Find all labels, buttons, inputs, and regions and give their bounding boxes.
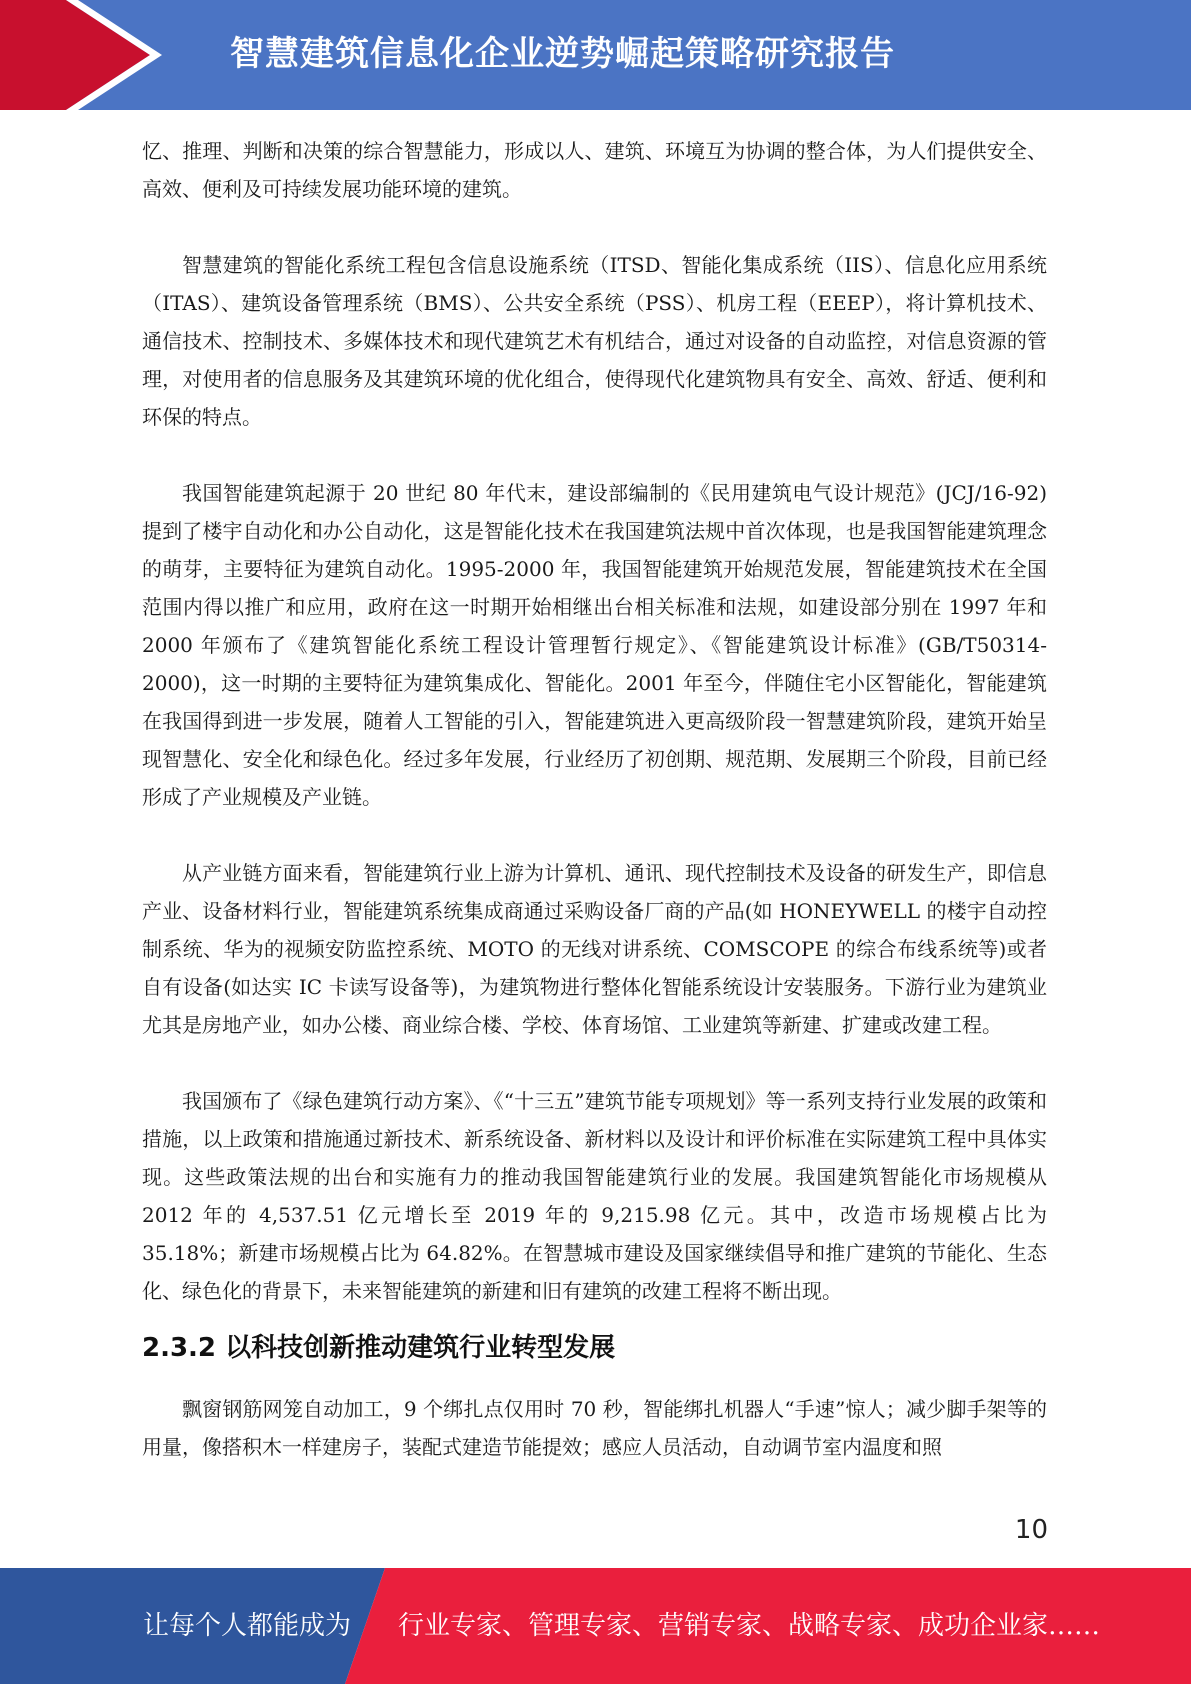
page-number: 10 <box>1014 1515 1048 1545</box>
paragraph-continuation: 忆、推理、判断和决策的综合智慧能力，形成以人、建筑、环境互为协调的整合体，为人们提供安全、高效、便利及可持续发展功能环境的建筑。 <box>142 139 1047 201</box>
page-footer-banner <box>0 1568 1191 1684</box>
footer-slogan-right: 行业专家、管理专家、营销专家、战略专家、成功企业家…… <box>398 1611 1101 1641</box>
paragraph-intelligent-systems: 智慧建筑的智能化系统工程包含信息设施系统（ITSD、智能化集成系统（IIS）、信息化应用系统（ITAS）、建筑设备管理系统（BMS）、公共安全系统（PSS）、机房工程（EEEP），将计算机技术、通信技术、控制技术、多媒体技术和现代建筑艺术有机结合，通过对设备的自动监控，对信息资源的管理，对使用者的信息服务及其建筑环境的优化组合，使得现代化建筑物具有安全、高效、舒适、便利和环保的特点。 <box>142 253 1047 429</box>
footer-slogan-left: 让每个人都能成为 <box>143 1611 352 1641</box>
paragraph-history: 我国智能建筑起源于 20 世纪 80 年代末，建设部编制的《民用建筑电气设计规范》(JCJ/16-92)提到了楼宇自动化和办公自动化，这是智能化技术在我国建筑法规中首次体现，也是我国智能建筑理念的萌芽，主要特征为建筑自动化。1995-2000 年，我国智能建筑开始规范发展，智能建筑技术在全国范围内得以推广和应用，政府在这一时期开始相继出台相关标准和法规，如建设部分别在 1997 年和 2000 年颁布了《建筑智能化系统工程设计管理暂行规定》、《智能建筑设计标准》(GB/T50314-2000)，这一时期的主要特征为建筑集成化、智能化。2001 年至今，伴随住宅小区智能化，智能建筑在我国得到进一步发展，随着人工智能的引入，智能建筑进入更高级阶段一智慧建筑阶段，建筑开始呈现智慧化、安全化和绿色化。经过多年发展，行业经历了初创期、规范期、发展期三个阶段，目前已经形成了产业规模及产业链。 <box>142 481 1047 809</box>
paragraph-policy-market: 我国颁布了《绿色建筑行动方案》、《“十三五”建筑节能专项规划》等一系列支持行业发展的政策和措施，以上政策和措施通过新技术、新系统设备、新材料以及设计和评价标准在实际建筑工程中具体实现。这些政策法规的出台和实施有力的推动我国智能建筑行业的发展。我国建筑智能化市场规模从 2012 年的 4,537.51 亿元增长至 2019 年的 9,215.98 亿元。其中，改造市场规模占比为 35.18%；新建市场规模占比为 64.82%。在智慧城市建设及国家继续倡导和推广建筑的节能化、生态化、绿色化的背景下，未来智能建筑的新建和旧有建筑的改建工程将不断出现。 <box>142 1089 1047 1303</box>
page-header-banner <box>0 0 1191 110</box>
paragraph-industry-chain: 从产业链方面来看，智能建筑行业上游为计算机、通讯、现代控制技术及设备的研发生产，即信息产业、设备材料行业，智能建筑系统集成商通过采购设备厂商的产品(如 HONEYWELL 的楼宇自动控制系统、华为的视频安防监控系统、MOTO 的无线对讲系统、COMSCOPE 的综合布线系统等)或者自有设备(如达实 IC 卡读写设备等)，为建筑物进行整体化智能系统设计安装服务。下游行业为建筑业尤其是房地产业，如办公楼、商业综合楼、学校、体育场馆、工业建筑等新建、扩建或改建工程。 <box>142 861 1047 1037</box>
paragraph-tech-innovation: 飘窗钢筋网笼自动加工，9 个绑扎点仅用时 70 秒，智能绑扎机器人“手速”惊人；减少脚手架等的用量，像搭积木一样建房子，装配式建造节能提效；感应人员活动，自动调节室内温度和照 <box>142 1397 1047 1459</box>
section-heading: 2.3.2 以科技创新推动建筑行业转型发展 <box>142 1333 616 1363</box>
document-body <box>142 132 1047 1466</box>
report-title: 智慧建筑信息化企业逆势崛起策略研究报告 <box>230 34 895 74</box>
